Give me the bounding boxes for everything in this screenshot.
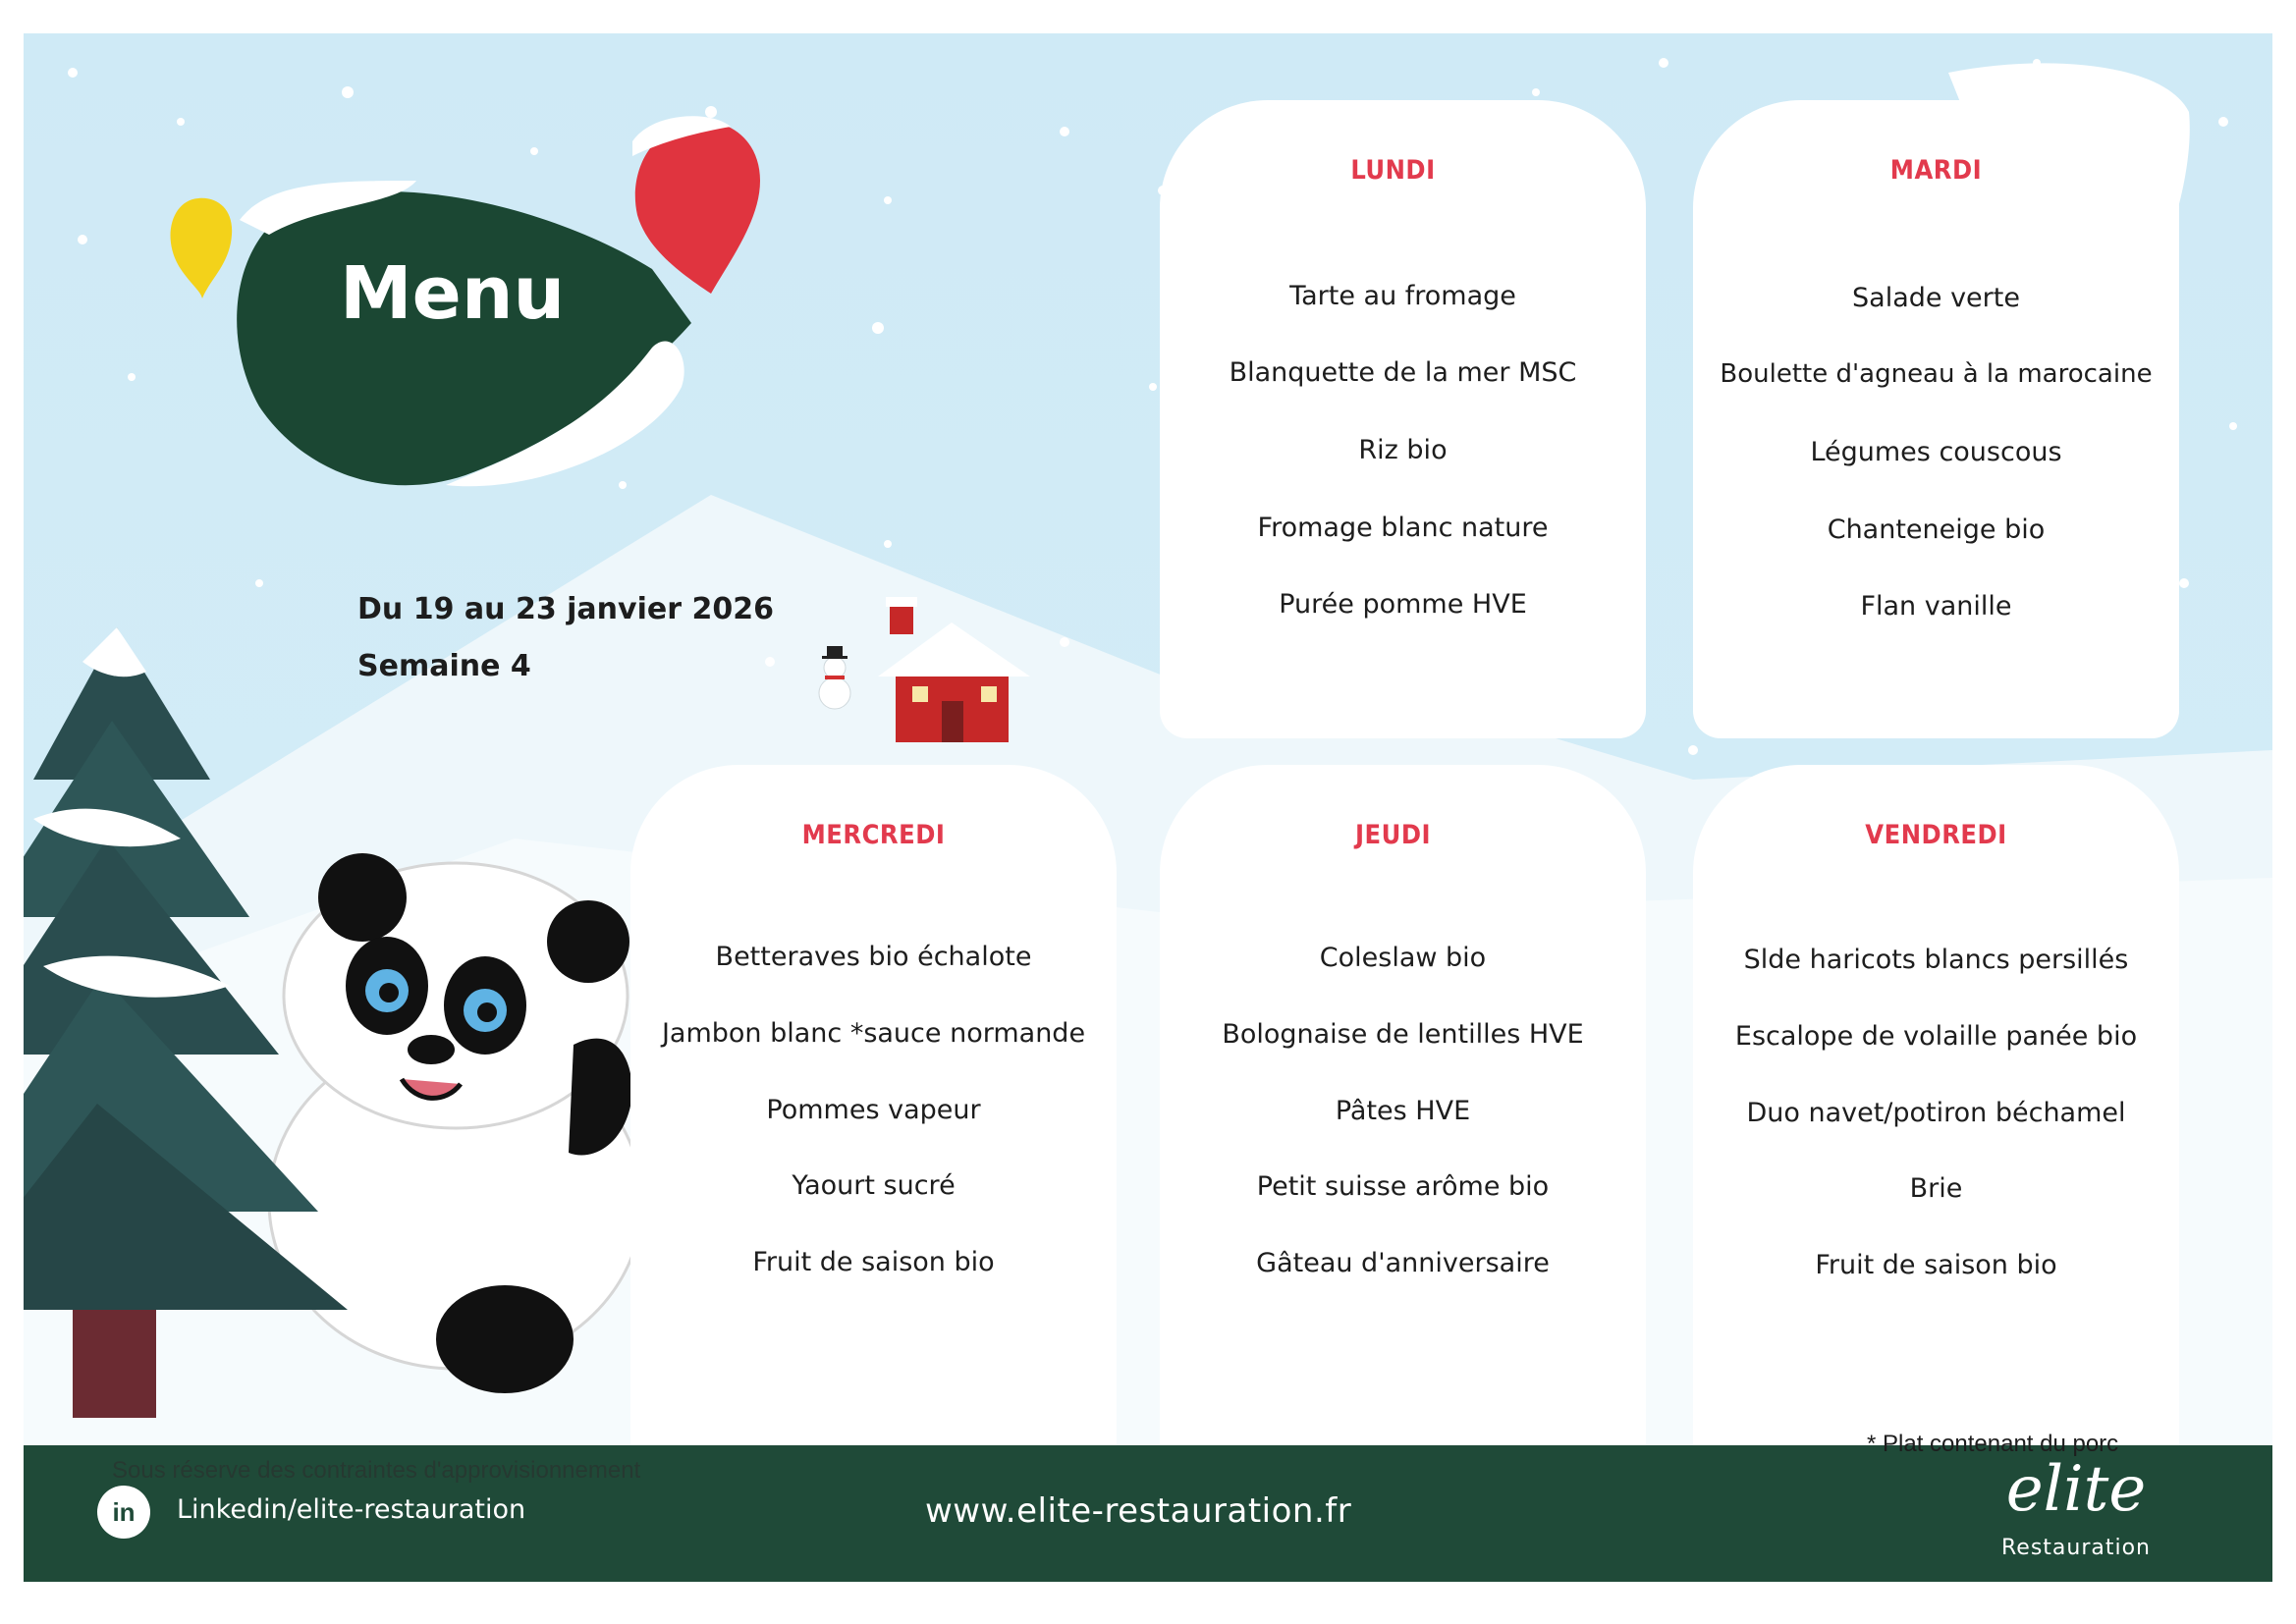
dish: Pâtes HVE <box>1335 1096 1471 1126</box>
dish: Blanquette de la mer MSC <box>1229 357 1577 388</box>
dish: Yaourt sucré <box>792 1170 956 1201</box>
pork-note: * Plat contenant du porc <box>1867 1431 2119 1457</box>
day-card-lundi <box>1160 100 1646 738</box>
dish: Gâteau d'anniversaire <box>1256 1248 1550 1278</box>
dish: Salade verte <box>1852 283 2020 313</box>
website-link[interactable]: www.elite-restauration.fr <box>925 1491 1352 1531</box>
dish: Escalope de volaille panée bio <box>1734 1021 2138 1052</box>
dish: Jambon blanc *sauce normande <box>661 1018 1086 1049</box>
day-card-jeudi <box>1160 765 1646 1445</box>
dish: Riz bio <box>1358 435 1448 465</box>
supply-disclaimer: Sous réserve des contraintes d'approvisionnement <box>112 1457 641 1484</box>
day-heading: MARDI <box>1889 155 1983 186</box>
date-range: Du 19 au 23 janvier 2026 <box>357 592 774 626</box>
dish: Bolognaise de lentilles HVE <box>1222 1019 1584 1050</box>
day-heading: LUNDI <box>1350 155 1436 186</box>
dish: Légumes couscous <box>1810 437 2062 467</box>
dish: Brie <box>1909 1173 1963 1204</box>
balloon-red <box>635 122 760 294</box>
logo-wordmark: elite <box>2005 1453 2147 1526</box>
day-card-mercredi <box>630 765 1117 1445</box>
day-card-mardi <box>1693 100 2179 738</box>
dish: Flan vanille <box>1860 591 2012 622</box>
dish: Boulette d'agneau à la marocaine <box>1720 359 2153 389</box>
day-heading: MERCREDI <box>801 820 946 850</box>
dish: Coleslaw bio <box>1319 943 1487 973</box>
logo-subtitle: Restauration <box>2000 1536 2151 1560</box>
balloon-yellow <box>171 198 233 298</box>
dish: Slde haricots blancs persillés <box>1743 945 2129 975</box>
elite-logo <box>1968 1447 2184 1575</box>
dish: Fromage blanc nature <box>1257 513 1549 543</box>
dish: Tarte au fromage <box>1289 281 1516 311</box>
dish: Betteraves bio échalote <box>715 942 1032 972</box>
linkedin-icon[interactable]: in <box>97 1486 150 1539</box>
dish: Purée pomme HVE <box>1279 589 1527 620</box>
week-number: Semaine 4 <box>357 649 531 683</box>
day-heading: JEUDI <box>1354 820 1432 850</box>
day-card-vendredi <box>1693 765 2179 1445</box>
dish: Fruit de saison bio <box>1815 1250 2057 1280</box>
dish: Duo navet/potiron béchamel <box>1746 1098 2126 1128</box>
day-heading: VENDREDI <box>1865 820 2007 850</box>
panda <box>269 853 642 1393</box>
dish: Chanteneige bio <box>1827 514 2046 545</box>
menu-page <box>24 33 2272 1582</box>
dish: Fruit de saison bio <box>752 1247 995 1277</box>
linkedin-link[interactable]: Linkedin/elite-restauration <box>177 1494 526 1525</box>
dish: Petit suisse arôme bio <box>1256 1171 1550 1202</box>
menu-title: Menu <box>340 251 566 336</box>
dish: Pommes vapeur <box>766 1095 981 1125</box>
